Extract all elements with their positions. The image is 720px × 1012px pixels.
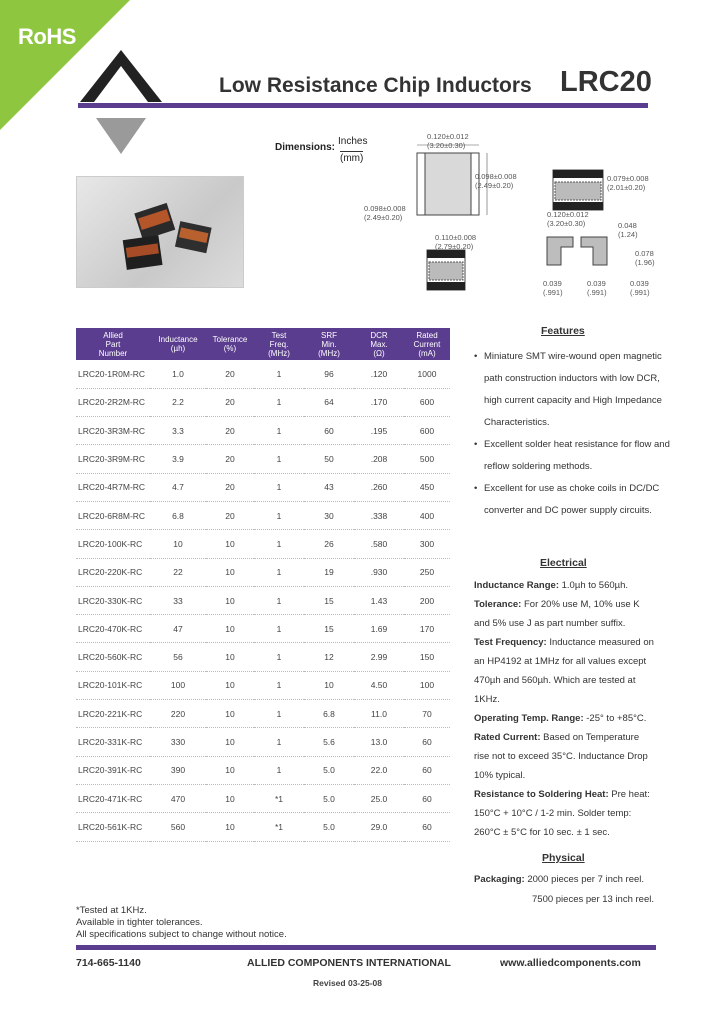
- table-cell: 4.50: [354, 671, 404, 699]
- electrical-specs: [474, 576, 654, 842]
- table-cell: LRC20-471K-RC: [76, 784, 150, 812]
- feature-item: • Miniature SMT wire-wound open magnetic path construction inductors with low DCR, high current capacity and High Impedance Characteristics.: [474, 346, 674, 434]
- elec-text: Inductance measured on an HP4192 at 1MHz for all values except 470µh and 560µh. Which are tested at 1KHz.: [474, 637, 654, 705]
- elec-text: Based on Temperature rise not to exceed 35°C. Inductance Drop 10% typical.: [474, 732, 648, 781]
- table-cell: 10: [206, 530, 254, 558]
- footer-website[interactable]: www.alliedcomponents.com: [500, 957, 641, 969]
- table-cell: 2.99: [354, 643, 404, 671]
- table-cell: 29.0: [354, 813, 404, 841]
- table-cell: 1: [254, 700, 304, 728]
- packaging-text-1: 2000 pieces per 7 inch reel.: [524, 874, 645, 885]
- col-header-tolerance: Tolerance (%): [206, 328, 254, 360]
- table-cell: 60: [404, 813, 450, 841]
- dim-bottom-width-mm: (3.20±0.30): [547, 219, 586, 228]
- dim-pad-c-mm: (.991): [543, 288, 563, 297]
- elec-label: Resistance to Soldering Heat:: [474, 789, 609, 800]
- table-cell: 10: [206, 558, 254, 586]
- table-cell: 70: [404, 700, 450, 728]
- table-cell: 400: [404, 501, 450, 529]
- features-list: [474, 346, 674, 522]
- dimension-drawings: [365, 125, 665, 300]
- table-cell: 470: [150, 784, 206, 812]
- table-cell: .195: [354, 417, 404, 445]
- table-cell: LRC20-391K-RC: [76, 756, 150, 784]
- table-row: [76, 615, 450, 643]
- page-title: Low Resistance Chip Inductors: [219, 74, 532, 97]
- table-cell: 100: [404, 671, 450, 699]
- table-cell: 10: [206, 671, 254, 699]
- table-cell: 1: [254, 473, 304, 501]
- table-cell: LRC20-3R9M-RC: [76, 445, 150, 473]
- dimension-drawings-svg: [365, 125, 665, 300]
- table-cell: 1: [254, 671, 304, 699]
- table-cell: 4.7: [150, 473, 206, 501]
- footer-phone: 714-665-1140: [76, 957, 141, 969]
- model-number: LRC20: [560, 66, 652, 98]
- elec-text: For 20% use M, 10% use K and 5% use J as part number suffix.: [474, 599, 640, 629]
- table-cell: 10: [150, 530, 206, 558]
- table-cell: 1: [254, 756, 304, 784]
- table-cell: 26: [304, 530, 354, 558]
- table-cell: .120: [354, 360, 404, 388]
- dim-pad-b: 0.078: [635, 249, 654, 258]
- table-row: [76, 700, 450, 728]
- table-cell: 56: [150, 643, 206, 671]
- electrical-title: Electrical: [540, 557, 587, 569]
- table-cell: 43: [304, 473, 354, 501]
- table-cell: 150: [404, 643, 450, 671]
- table-cell: 47: [150, 615, 206, 643]
- table-cell: 20: [206, 360, 254, 388]
- table-cell: 1: [254, 445, 304, 473]
- col-header-part-number: Allied Part Number: [76, 328, 150, 360]
- table-cell: 1: [254, 615, 304, 643]
- packaging-label: Packaging:: [474, 874, 525, 885]
- table-cell: 60: [404, 728, 450, 756]
- table-cell: 200: [404, 586, 450, 614]
- table-row: [76, 445, 450, 473]
- note-specifications: All specifications subject to change without notice.: [76, 929, 287, 940]
- table-cell: LRC20-101K-RC: [76, 671, 150, 699]
- table-cell: 10: [206, 643, 254, 671]
- dim-pad-d: 0.039: [587, 279, 606, 288]
- table-row: [76, 728, 450, 756]
- elec-label: Tolerance:: [474, 599, 522, 610]
- col-header-dcr: DCR Max. (Ω): [354, 328, 404, 360]
- elec-label: Inductance Range:: [474, 580, 559, 591]
- elec-item-soldering-heat: [474, 785, 654, 842]
- table-cell: 10: [206, 586, 254, 614]
- physical-title: Physical: [542, 852, 585, 864]
- table-cell: 60: [404, 756, 450, 784]
- table-cell: 560: [150, 813, 206, 841]
- table-row: [76, 643, 450, 671]
- elec-item-operating-temp: [474, 709, 654, 728]
- table-cell: 30: [304, 501, 354, 529]
- table-cell: LRC20-560K-RC: [76, 643, 150, 671]
- table-cell: 19: [304, 558, 354, 586]
- physical-specs: [474, 870, 654, 910]
- packaging-line-2: 7500 pieces per 13 inch reel.: [532, 894, 654, 905]
- footer-divider: [76, 945, 656, 950]
- table-row: [76, 417, 450, 445]
- features-title: Features: [541, 325, 585, 337]
- dim-pad-e: 0.039: [630, 279, 649, 288]
- elec-item-inductance-range: [474, 576, 654, 595]
- table-cell: 1: [254, 417, 304, 445]
- table-cell: 5.0: [304, 784, 354, 812]
- feature-item: • Excellent solder heat resistance for flow and reflow soldering methods.: [474, 434, 674, 478]
- table-cell: 10: [206, 784, 254, 812]
- table-cell: 50: [304, 445, 354, 473]
- table-cell: 15: [304, 586, 354, 614]
- table-cell: 1: [254, 530, 304, 558]
- table-cell: LRC20-6R8M-RC: [76, 501, 150, 529]
- table-cell: .338: [354, 501, 404, 529]
- table-cell: LRC20-330K-RC: [76, 586, 150, 614]
- table-cell: 6.8: [150, 501, 206, 529]
- dim-pad-c: 0.039: [543, 279, 562, 288]
- table-cell: 5.6: [304, 728, 354, 756]
- elec-label: Rated Current:: [474, 732, 541, 743]
- product-photo: [76, 176, 244, 288]
- table-cell: 1: [254, 643, 304, 671]
- table-cell: 10: [304, 671, 354, 699]
- table-row: [76, 501, 450, 529]
- table-cell: 33: [150, 586, 206, 614]
- note-tested: *Tested at 1KHz.: [76, 905, 147, 916]
- table-cell: .260: [354, 473, 404, 501]
- table-row: [76, 671, 450, 699]
- dim-pad-a: 0.048: [618, 221, 637, 230]
- header-divider: [78, 103, 648, 108]
- col-header-srf: SRF Min. (MHz): [304, 328, 354, 360]
- table-cell: .580: [354, 530, 404, 558]
- table-cell: 330: [150, 728, 206, 756]
- table-cell: 450: [404, 473, 450, 501]
- dim-pad-d-mm: (.991): [587, 288, 607, 297]
- table-cell: LRC20-220K-RC: [76, 558, 150, 586]
- table-cell: 6.8: [304, 700, 354, 728]
- table-cell: 500: [404, 445, 450, 473]
- dim-height-mm: (2.49±0.20): [475, 181, 514, 190]
- table-row: [76, 388, 450, 416]
- table-cell: 20: [206, 501, 254, 529]
- table-row: [76, 558, 450, 586]
- table-cell: LRC20-100K-RC: [76, 530, 150, 558]
- table-cell: 2.2: [150, 388, 206, 416]
- table-row: [76, 360, 450, 388]
- packaging-line-1: [474, 870, 654, 890]
- elec-label: Operating Temp. Range:: [474, 713, 584, 724]
- table-row: [76, 784, 450, 812]
- elec-text: -25° to +85°C.: [583, 713, 647, 724]
- elec-text: 1.0µh to 560µh.: [559, 580, 629, 591]
- elec-item-tolerance: [474, 595, 654, 633]
- table-cell: 5.0: [304, 813, 354, 841]
- table-cell: 20: [206, 388, 254, 416]
- elec-item-test-frequency: [474, 633, 654, 709]
- table-cell: 1: [254, 558, 304, 586]
- dim-side-width-mm: (2.79±0.20): [435, 242, 474, 251]
- table-cell: LRC20-3R3M-RC: [76, 417, 150, 445]
- table-cell: 600: [404, 417, 450, 445]
- table-cell: LRC20-1R0M-RC: [76, 360, 150, 388]
- table-cell: 1: [254, 360, 304, 388]
- table-cell: 10: [206, 615, 254, 643]
- col-header-inductance: Inductance (µh): [150, 328, 206, 360]
- table-cell: 20: [206, 445, 254, 473]
- table-cell: 5.0: [304, 756, 354, 784]
- table-cell: 15: [304, 615, 354, 643]
- revised-date: Revised 03-25-08: [313, 978, 382, 988]
- table-row: [76, 530, 450, 558]
- dim-bottom-width: 0.120±0.012: [547, 210, 589, 219]
- table-cell: 96: [304, 360, 354, 388]
- table-notes: [76, 905, 287, 941]
- table-cell: 1: [254, 728, 304, 756]
- table-cell: 170: [404, 615, 450, 643]
- table-cell: *1: [254, 813, 304, 841]
- table-cell: LRC20-331K-RC: [76, 728, 150, 756]
- feature-item: • Excellent for use as choke coils in DC/DC converter and DC power supply circuits.: [474, 478, 674, 522]
- col-header-test-freq: Test Freq. (MHz): [254, 328, 304, 360]
- dimensions-unit-mm: (mm): [340, 153, 364, 164]
- dim-left-mm: (2.49±0.20): [364, 213, 403, 222]
- table-cell: 600: [404, 388, 450, 416]
- rohs-label: RoHS: [18, 24, 76, 49]
- table-cell: 22.0: [354, 756, 404, 784]
- table-cell: 300: [404, 530, 450, 558]
- table-cell: 1.0: [150, 360, 206, 388]
- table-cell: 25.0: [354, 784, 404, 812]
- table-cell: 250: [404, 558, 450, 586]
- table-cell: 1: [254, 388, 304, 416]
- table-cell: LRC20-2R2M-RC: [76, 388, 150, 416]
- dim-pad-b-mm: (1.96): [635, 258, 655, 267]
- table-cell: 220: [150, 700, 206, 728]
- dimensions-unit-inches: Inches: [338, 136, 368, 147]
- table-cell: 12: [304, 643, 354, 671]
- table-cell: 20: [206, 417, 254, 445]
- table-cell: 1: [254, 501, 304, 529]
- table-cell: 60: [404, 784, 450, 812]
- table-cell: .170: [354, 388, 404, 416]
- table-cell: 60: [304, 417, 354, 445]
- table-cell: .208: [354, 445, 404, 473]
- table-cell: LRC20-561K-RC: [76, 813, 150, 841]
- spec-table: [76, 328, 450, 842]
- dim-side-width: 0.110±0.008: [435, 233, 477, 242]
- table-cell: 390: [150, 756, 206, 784]
- dim-height: 0.098±0.008: [475, 172, 517, 181]
- table-cell: LRC20-221K-RC: [76, 700, 150, 728]
- dim-left: 0.098±0.008: [364, 204, 406, 213]
- table-cell: .930: [354, 558, 404, 586]
- table-cell: 3.9: [150, 445, 206, 473]
- table-cell: 10: [206, 728, 254, 756]
- table-cell: 1000: [404, 360, 450, 388]
- table-row: [76, 586, 450, 614]
- dim-top-width-mm: (3.20±0.30): [427, 141, 466, 150]
- col-header-rated-current: Rated Current (mA): [404, 328, 450, 360]
- table-cell: 3.3: [150, 417, 206, 445]
- table-cell: LRC20-470K-RC: [76, 615, 150, 643]
- table-cell: 10: [206, 700, 254, 728]
- table-cell: 1.69: [354, 615, 404, 643]
- elec-label: Test Frequency:: [474, 637, 547, 648]
- table-row: [76, 473, 450, 501]
- table-cell: 13.0: [354, 728, 404, 756]
- spec-table-header-row: [76, 328, 450, 360]
- table-cell: 11.0: [354, 700, 404, 728]
- table-cell: 22: [150, 558, 206, 586]
- table-cell: 10: [206, 756, 254, 784]
- elec-item-rated-current: [474, 728, 654, 785]
- table-cell: *1: [254, 784, 304, 812]
- table-cell: 1.43: [354, 586, 404, 614]
- dim-right-top: 0.079±0.008: [607, 174, 649, 183]
- table-cell: 10: [206, 813, 254, 841]
- dim-pad-a-mm: (1.24): [618, 230, 638, 239]
- table-row: [76, 756, 450, 784]
- allied-logo-icon: [76, 46, 166, 156]
- table-row: [76, 813, 450, 841]
- table-cell: 20: [206, 473, 254, 501]
- elec-text: Pre heat: 150°C + 10°C / 1-2 min. Solder temp: 260°C ± 5°C for 10 sec. ± 1 sec.: [474, 789, 650, 838]
- table-cell: 64: [304, 388, 354, 416]
- dim-top-width: 0.120±0.012: [427, 132, 469, 141]
- dimensions-label: Dimensions:: [275, 142, 336, 153]
- table-cell: LRC20-4R7M-RC: [76, 473, 150, 501]
- note-tolerances: Available in tighter tolerances.: [76, 917, 203, 928]
- footer-company: ALLIED COMPONENTS INTERNATIONAL: [247, 957, 451, 969]
- dim-right-top-mm: (2.01±0.20): [607, 183, 646, 192]
- table-cell: 100: [150, 671, 206, 699]
- table-cell: 1: [254, 586, 304, 614]
- dim-pad-e-mm: (.991): [630, 288, 650, 297]
